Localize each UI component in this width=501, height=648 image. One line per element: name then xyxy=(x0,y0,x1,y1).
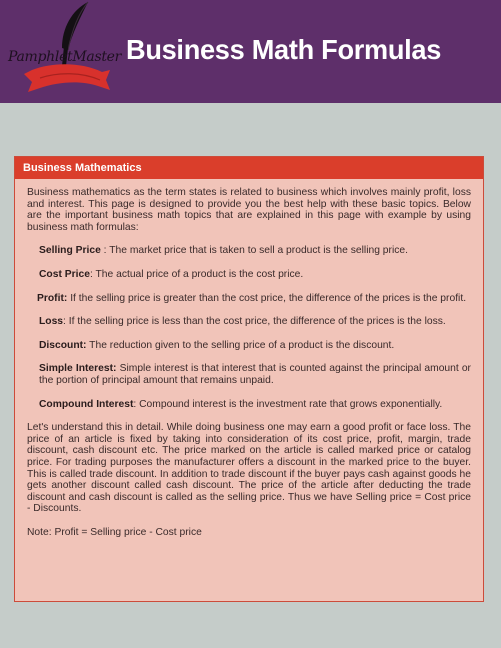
term-name: Discount: xyxy=(39,339,87,351)
term-definition: The reduction given to the selling price of a product is the discount. xyxy=(89,339,395,351)
term-separator: : xyxy=(100,245,110,257)
term-definition: If the selling price is less than the cost price, the difference of the prices is the loss. xyxy=(68,316,446,328)
term-separator: : xyxy=(89,268,96,280)
term-loss xyxy=(27,316,471,328)
term-compound-interest xyxy=(27,399,471,411)
term-definition: If the selling price is greater than the cost price, the difference of the prices is the profit. xyxy=(70,292,467,304)
page-title: Business Math Formulas xyxy=(126,34,442,65)
logo-text: PamphletMaster xyxy=(8,49,122,65)
term-profit xyxy=(27,293,471,305)
header-banner xyxy=(0,0,501,103)
panel-body xyxy=(15,179,483,538)
business-mathematics-panel xyxy=(14,156,484,602)
term-definition: Compound interest is the investment rate that grows exponentially. xyxy=(139,398,443,410)
term-name: Profit: xyxy=(37,292,68,304)
panel-heading: Business Mathematics xyxy=(15,157,483,179)
pamphlet-master-logo xyxy=(2,0,122,103)
term-selling-price xyxy=(27,245,471,257)
term-name: Selling Price xyxy=(39,245,101,257)
term-name: Compound Interest xyxy=(39,398,134,410)
term-definition: The actual price of a product is the cost price. xyxy=(95,268,304,280)
intro-paragraph: Business mathematics as the term states is related to business which involves mainly profit, loss and interest. This page is designed to provide you the best help with these basic topics. Below are the important business math topics that are explained in this page with example by using business math formulas: xyxy=(27,187,471,233)
term-name: Loss xyxy=(39,316,64,328)
term-discount xyxy=(27,340,471,352)
term-cost-price xyxy=(27,269,471,281)
term-separator: : xyxy=(63,316,69,328)
term-simple-interest xyxy=(27,363,471,386)
term-definition: The market price that is taken to sell a product is the selling price. xyxy=(109,245,408,257)
detail-paragraph: Let's understand this in detail. While doing business one may earn a good profit or face loss. The price of an article is fixed by taking into consideration of its cost price, profit, margin, trade discount, cash discount etc. The price marked on the article is called marked price or catalog price. For trading purposes the manufacturer offers a discount in the marked price to the buyer. This is called trade discount. In addition to trade discount if the buyer pays cash against goods he gets another discount called cash discount. The price of the article after deducting the trade discount and cash discount is called as the selling price. Thus we have Selling price = Cost price - Discounts. xyxy=(27,422,471,515)
term-name: Cost Price xyxy=(39,268,90,280)
term-definition: Simple interest is that interest that is counted against the principal amount or the portion of principal amount that remains unpaid. xyxy=(39,363,471,386)
term-name: Simple Interest: xyxy=(39,363,117,375)
term-separator: : xyxy=(133,398,140,410)
note-text: Note: Profit = Selling price - Cost price xyxy=(27,526,202,538)
